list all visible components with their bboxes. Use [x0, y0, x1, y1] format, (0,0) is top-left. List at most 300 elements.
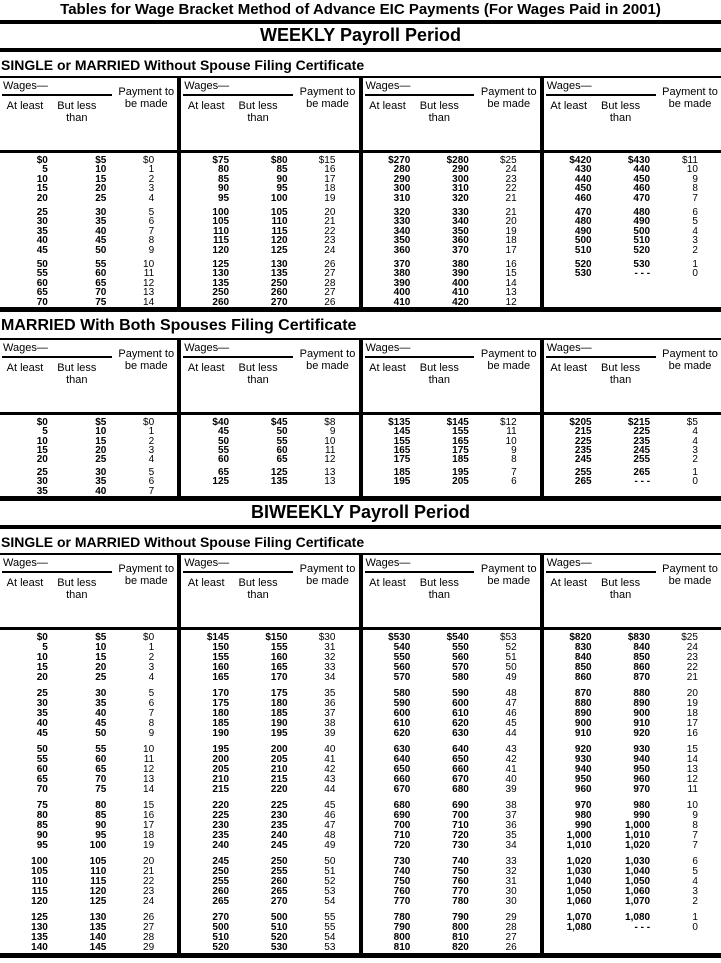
but-less-than-cell: 45 — [95, 235, 107, 247]
but-less-than-cell: 270 — [270, 895, 288, 907]
but-less-than-cell: 95 — [276, 183, 288, 195]
payment-cell: 28 — [505, 921, 517, 933]
at-least-cell: 100 — [31, 855, 48, 867]
payment-header-label: Payment to be made — [299, 562, 356, 587]
payment-cell: 27 — [143, 921, 155, 933]
table-row — [544, 194, 721, 203]
payment-cell: 0 — [692, 476, 698, 488]
at-least-cell: 65 — [217, 467, 230, 479]
but-less-than-cell: 940 — [633, 753, 651, 765]
payment-cell: 28 — [143, 931, 155, 943]
but-less-than-cell: 65 — [276, 453, 288, 465]
payment-cell: 9 — [692, 809, 698, 821]
but-less-than-cell: 10 — [95, 641, 107, 653]
row-block — [0, 260, 177, 307]
panel-header — [0, 555, 177, 630]
payment-cell: $30 — [318, 631, 336, 643]
payment-cell: 1 — [692, 467, 698, 479]
at-least-cell: 215 — [574, 426, 592, 438]
panel-body — [0, 415, 177, 496]
payment-header-label: Payment to be made — [662, 348, 718, 373]
payment-cell: 6 — [692, 855, 698, 867]
at-least-cell: $420 — [569, 155, 592, 166]
payment-cell: 26 — [324, 296, 336, 308]
at-least-cell: 850 — [574, 661, 592, 673]
at-least-cell: 205 — [212, 763, 230, 775]
payment-cell: 6 — [692, 207, 698, 219]
at-least-cell: 10 — [36, 651, 48, 663]
at-least-cell: 50 — [36, 743, 48, 755]
payment-cell: 4 — [692, 435, 698, 447]
but-less-than-cell: 1,020 — [625, 839, 651, 851]
at-least-cell: 650 — [393, 763, 411, 775]
at-least-cell: 940 — [574, 763, 592, 775]
row-block — [181, 633, 358, 683]
at-least-cell: 25 — [36, 687, 48, 699]
but-less-than-cell: 55 — [95, 259, 107, 271]
payment-cell: 48 — [505, 687, 517, 699]
payment-cell: 9 — [511, 444, 517, 456]
at-least-cell: 950 — [574, 773, 592, 785]
but-less-than-cell: 920 — [633, 727, 651, 739]
at-least-header-label: At least — [550, 362, 588, 375]
payment-cell: 55 — [324, 911, 336, 923]
at-least-cell: 510 — [212, 931, 230, 943]
table-row — [181, 246, 358, 255]
but-less-than-cell: 510 — [270, 921, 288, 933]
payment-cell: 5 — [148, 467, 155, 479]
at-least-cell: 70 — [36, 783, 48, 795]
but-less-than-cell: 55 — [95, 743, 107, 755]
payment-cell: 14 — [686, 753, 698, 765]
payment-cell: 19 — [505, 225, 517, 237]
but-less-than-cell: 50 — [95, 244, 107, 256]
at-least-cell: $820 — [569, 631, 592, 643]
at-least-cell: 450 — [574, 183, 592, 195]
at-least-cell: 770 — [393, 895, 411, 907]
but-less-than-cell: 205 — [270, 753, 288, 765]
table-row — [0, 455, 177, 464]
weekly-married-tables — [0, 338, 721, 501]
payment-cell: 3 — [692, 444, 698, 456]
table-row — [363, 729, 540, 739]
row-block — [0, 156, 177, 203]
payment-cell: 1 — [148, 164, 155, 176]
at-least-cell: $0 — [36, 155, 48, 166]
payment-cell: 50 — [324, 855, 336, 867]
at-least-cell: 15 — [36, 661, 48, 673]
wages-header-label: Wages— — [184, 342, 230, 355]
payment-header-label: Payment to be made — [662, 86, 718, 110]
but-less-than-cell: 255 — [270, 865, 288, 877]
at-least-cell: 215 — [212, 783, 230, 795]
row-block — [0, 633, 177, 683]
payment-cell: 1 — [692, 259, 698, 271]
at-least-cell: $530 — [388, 631, 411, 643]
but-less-than-cell: 60 — [95, 753, 107, 765]
row-block — [544, 468, 721, 486]
payment-cell: 16 — [143, 809, 155, 821]
at-least-cell: 195 — [212, 743, 230, 755]
but-less-than-cell: 250 — [270, 277, 288, 289]
but-less-than-cell: 255 — [633, 453, 651, 465]
wages-underline — [2, 356, 112, 358]
payment-cell: 17 — [324, 173, 336, 185]
at-least-cell: 1,070 — [566, 911, 592, 923]
payment-cell: 52 — [324, 875, 336, 887]
panel-header — [363, 340, 540, 415]
at-least-cell: 40 — [36, 235, 48, 247]
payment-cell: 19 — [324, 192, 336, 204]
but-less-than-cell: $80 — [270, 155, 288, 166]
payment-cell: 33 — [505, 855, 517, 867]
payment-cell: 4 — [692, 225, 698, 237]
but-less-than-cell: 180 — [270, 697, 288, 709]
at-least-cell: 135 — [31, 931, 48, 943]
at-least-cell: 320 — [393, 207, 411, 219]
at-least-cell: 1,030 — [566, 865, 592, 877]
payment-header-label: Payment to be made — [480, 562, 537, 587]
but-less-than-cell: 730 — [452, 839, 469, 851]
but-less-than-cell: $5 — [95, 631, 107, 643]
at-least-cell: 390 — [393, 277, 411, 289]
panel-header — [544, 340, 721, 415]
row-block — [181, 913, 358, 953]
at-least-cell: 720 — [393, 839, 411, 851]
row-block — [363, 689, 540, 739]
table-row — [0, 673, 177, 683]
payment-cell: 8 — [511, 453, 517, 465]
but-less-than-cell: 160 — [270, 651, 288, 663]
weekly-single-heading: SINGLE or MARRIED Without Spouse Filing Certificate — [1, 57, 365, 73]
row-block — [544, 801, 721, 851]
row-block — [0, 418, 177, 464]
row-block — [363, 260, 540, 307]
but-less-than-header-label: But less than — [57, 576, 97, 601]
at-least-cell: 155 — [393, 435, 411, 447]
at-least-cell: 75 — [36, 799, 48, 811]
but-less-than-cell: 780 — [452, 895, 469, 907]
payment-cell: 11 — [506, 426, 517, 438]
row-block — [181, 468, 358, 486]
but-less-than-cell: 990 — [633, 809, 651, 821]
at-least-cell: 220 — [212, 799, 230, 811]
payment-cell: 1 — [148, 426, 155, 438]
but-less-than-cell: 195 — [270, 727, 288, 739]
payment-cell: 4 — [148, 671, 155, 683]
weekly-married-heading: MARRIED With Both Spouses Filing Certificate — [1, 317, 357, 335]
at-least-cell: 45 — [36, 244, 48, 256]
row-block — [181, 857, 358, 907]
but-less-than-cell: 20 — [95, 444, 107, 456]
at-least-cell: 880 — [574, 697, 592, 709]
but-less-than-cell: 170 — [270, 671, 288, 683]
at-least-cell: 160 — [212, 661, 230, 673]
at-least-cell: 610 — [393, 717, 411, 729]
panel-header — [544, 78, 721, 153]
but-less-than-cell: 770 — [452, 885, 469, 897]
at-least-cell: $270 — [388, 155, 411, 166]
table-row — [0, 841, 177, 851]
payment-cell: 23 — [324, 235, 336, 247]
at-least-cell: 660 — [393, 773, 411, 785]
wages-header-label: Wages— — [546, 342, 592, 355]
payment-cell: 21 — [143, 865, 155, 877]
at-least-cell: 500 — [212, 921, 230, 933]
at-least-cell: 10 — [36, 435, 48, 447]
but-less-than-cell: 25 — [95, 192, 107, 204]
at-least-cell: 30 — [36, 697, 48, 709]
payment-cell: 0 — [692, 921, 698, 933]
table-panel — [540, 340, 721, 496]
table-row — [0, 729, 177, 739]
but-less-than-cell: $145 — [446, 417, 469, 429]
payment-cell: 17 — [143, 819, 155, 831]
payment-cell: 10 — [686, 164, 698, 176]
but-less-than-cell: 570 — [452, 661, 469, 673]
at-least-cell: $205 — [569, 417, 592, 429]
payment-cell: 11 — [687, 783, 698, 795]
payment-cell: 7 — [692, 192, 698, 204]
payment-cell: 20 — [686, 687, 698, 699]
at-least-cell: 110 — [212, 225, 230, 237]
payment-cell: $25 — [499, 155, 517, 166]
weekly-period-heading: WEEKLY Payroll Period — [0, 24, 721, 52]
row-block — [181, 801, 358, 851]
at-least-cell: 900 — [574, 717, 592, 729]
but-less-than-cell: 105 — [89, 855, 107, 867]
but-less-than-cell: 630 — [452, 727, 469, 739]
payment-cell: 8 — [692, 183, 698, 195]
but-less-than-header-label: But less than — [419, 100, 459, 124]
but-less-than-cell: 1,010 — [625, 829, 651, 841]
row-block — [0, 689, 177, 739]
at-least-header-label: At least — [369, 362, 406, 375]
but-less-than-header-label: But less than — [601, 576, 641, 601]
at-least-cell: 480 — [574, 216, 592, 228]
payment-cell: 54 — [324, 931, 336, 943]
at-least-cell: 280 — [393, 164, 411, 176]
but-less-than-cell: 25 — [95, 671, 107, 683]
at-least-cell: 255 — [574, 467, 592, 479]
but-less-than-cell: $215 — [627, 417, 651, 429]
at-least-cell: 65 — [36, 773, 48, 785]
document-title: Tables for Wage Bracket Method of Advance EIC Payments (For Wages Paid in 2001) — [0, 0, 721, 24]
at-least-cell: 235 — [574, 444, 592, 456]
but-less-than-cell: 45 — [95, 717, 107, 729]
but-less-than-cell: 410 — [452, 287, 469, 299]
payment-cell: 4 — [692, 426, 698, 438]
payment-cell: 24 — [686, 641, 698, 653]
payment-header-label: Payment to be made — [662, 562, 718, 587]
wages-header-label: Wages— — [3, 80, 48, 92]
payment-cell: 49 — [324, 839, 336, 851]
payment-cell: 34 — [505, 839, 517, 851]
wages-header-label: Wages— — [184, 556, 230, 569]
payment-cell: 10 — [505, 435, 517, 447]
but-less-than-cell: 155 — [452, 426, 469, 438]
at-least-cell: 620 — [393, 727, 411, 739]
payment-cell: 6 — [148, 476, 155, 488]
row-block — [0, 468, 177, 496]
payment-cell: 24 — [324, 244, 336, 256]
but-less-than-cell: 25 — [95, 453, 107, 465]
at-least-cell: 970 — [574, 799, 592, 811]
payment-cell: 21 — [324, 216, 336, 228]
payment-cell: 9 — [148, 727, 155, 739]
panel-body — [181, 153, 358, 307]
table-row — [181, 455, 358, 464]
weekly-single-tables — [0, 76, 721, 312]
but-less-than-header-label: But less than — [238, 576, 278, 601]
at-least-cell: 920 — [574, 743, 592, 755]
but-less-than-cell: 10 — [95, 426, 107, 438]
but-less-than-cell: 60 — [276, 444, 288, 456]
table-row — [363, 477, 540, 486]
payment-cell: 38 — [505, 799, 517, 811]
at-least-cell: 115 — [212, 235, 230, 247]
payment-header-label: Payment to be made — [118, 348, 175, 373]
but-less-than-cell: 1,050 — [625, 875, 651, 887]
payment-cell: 12 — [324, 453, 336, 465]
but-less-than-cell: 125 — [270, 467, 288, 479]
but-less-than-cell: 115 — [271, 225, 288, 237]
at-least-cell: 80 — [36, 809, 48, 821]
at-least-cell: 95 — [217, 192, 230, 204]
but-less-than-cell: $430 — [627, 155, 651, 166]
at-least-cell: 730 — [393, 855, 411, 867]
payment-cell: 7 — [692, 839, 698, 851]
payment-cell: 17 — [686, 717, 698, 729]
at-least-cell: 830 — [574, 641, 592, 653]
but-less-than-cell: 100 — [89, 839, 107, 851]
at-least-cell: 50 — [217, 435, 230, 447]
but-less-than-cell: 70 — [95, 773, 107, 785]
row-block — [544, 745, 721, 795]
payment-cell: 2 — [148, 173, 155, 185]
at-least-header-label: At least — [6, 100, 44, 112]
but-less-than-header-label: But less than — [57, 100, 97, 124]
payment-cell: 46 — [324, 809, 336, 821]
but-less-than-cell: 1,000 — [625, 819, 651, 831]
but-less-than-cell: 265 — [633, 467, 651, 479]
but-less-than-cell: 225 — [633, 426, 651, 438]
payment-cell: 6 — [148, 216, 155, 228]
payment-cell: 18 — [143, 829, 155, 841]
but-less-than-cell: 380 — [452, 259, 469, 271]
at-least-cell: 10 — [36, 173, 48, 185]
payment-cell: 22 — [143, 875, 155, 887]
but-less-than-cell: 110 — [271, 216, 288, 228]
but-less-than-header-label: But less than — [419, 362, 459, 387]
payment-cell: 18 — [686, 707, 698, 719]
payment-cell: 44 — [324, 783, 336, 795]
but-less-than-cell: 35 — [95, 216, 107, 228]
at-least-header-label: At least — [187, 576, 225, 589]
payment-cell: $12 — [499, 417, 517, 429]
but-less-than-cell: 165 — [452, 435, 469, 447]
wages-underline — [183, 571, 293, 573]
wages-header-label: Wages— — [365, 556, 411, 569]
payment-header-label: Payment to be made — [480, 86, 537, 110]
at-least-cell: $0 — [36, 631, 48, 643]
but-less-than-cell: 190 — [270, 717, 288, 729]
at-least-cell: 80 — [217, 164, 230, 176]
at-least-cell: 225 — [574, 435, 592, 447]
table-row — [181, 298, 358, 307]
at-least-cell: 870 — [574, 687, 592, 699]
at-least-cell: 85 — [36, 819, 48, 831]
at-least-cell: 710 — [393, 829, 411, 841]
payment-cell: 2 — [148, 651, 155, 663]
payment-cell: 9 — [692, 173, 698, 185]
table-panel — [359, 78, 540, 307]
but-less-than-cell: 260 — [270, 287, 288, 299]
row-block — [363, 913, 540, 953]
payment-cell: 11 — [325, 444, 336, 456]
at-least-cell: 240 — [212, 839, 230, 851]
payment-cell: 16 — [505, 259, 517, 271]
but-less-than-cell: 420 — [452, 296, 469, 308]
at-least-header-label: At least — [6, 576, 44, 589]
at-least-cell: 70 — [36, 296, 48, 308]
row-block — [544, 689, 721, 739]
at-least-cell: 560 — [393, 661, 411, 673]
payment-cell: 20 — [324, 207, 336, 219]
but-less-than-cell: 440 — [633, 164, 651, 176]
at-least-cell: 55 — [36, 753, 48, 765]
but-less-than-cell: 105 — [270, 207, 288, 219]
payment-cell: 24 — [505, 164, 517, 176]
table-row — [181, 729, 358, 739]
at-least-cell: 800 — [393, 931, 411, 943]
table-panel — [0, 340, 177, 496]
payment-cell: 32 — [505, 865, 517, 877]
but-less-than-cell: 490 — [633, 216, 651, 228]
table-row — [181, 943, 358, 953]
at-least-cell: 25 — [36, 467, 48, 479]
wages-underline — [365, 94, 475, 96]
at-least-cell: 440 — [574, 173, 592, 185]
panel-header — [544, 555, 721, 630]
but-less-than-cell: 840 — [633, 641, 651, 653]
at-least-cell: 30 — [36, 476, 48, 488]
but-less-than-cell: 70 — [95, 287, 107, 299]
at-least-cell: 125 — [31, 911, 48, 923]
payment-cell: 7 — [148, 225, 155, 237]
but-less-than-cell: 215 — [270, 773, 288, 785]
but-less-than-cell: 20 — [95, 661, 107, 673]
payment-cell: 20 — [143, 855, 155, 867]
but-less-than-cell: 50 — [95, 727, 107, 739]
at-least-cell: $135 — [388, 417, 411, 429]
at-least-cell: 50 — [36, 259, 48, 271]
but-less-than-cell: 360 — [452, 235, 469, 247]
payment-cell: 26 — [324, 259, 336, 271]
payment-cell: 10 — [686, 799, 698, 811]
at-least-cell: 960 — [574, 783, 592, 795]
at-least-cell: 330 — [393, 216, 411, 228]
payment-cell: 21 — [505, 192, 517, 204]
table-row — [544, 673, 721, 683]
payment-cell: 15 — [505, 268, 517, 280]
payment-cell: 5 — [148, 687, 155, 699]
but-less-than-cell: $280 — [446, 155, 469, 166]
payment-cell: 36 — [324, 697, 336, 709]
but-less-than-cell: 135 — [270, 268, 288, 280]
but-less-than-cell: 1,030 — [625, 855, 651, 867]
but-less-than-header-label: But less than — [57, 362, 97, 387]
